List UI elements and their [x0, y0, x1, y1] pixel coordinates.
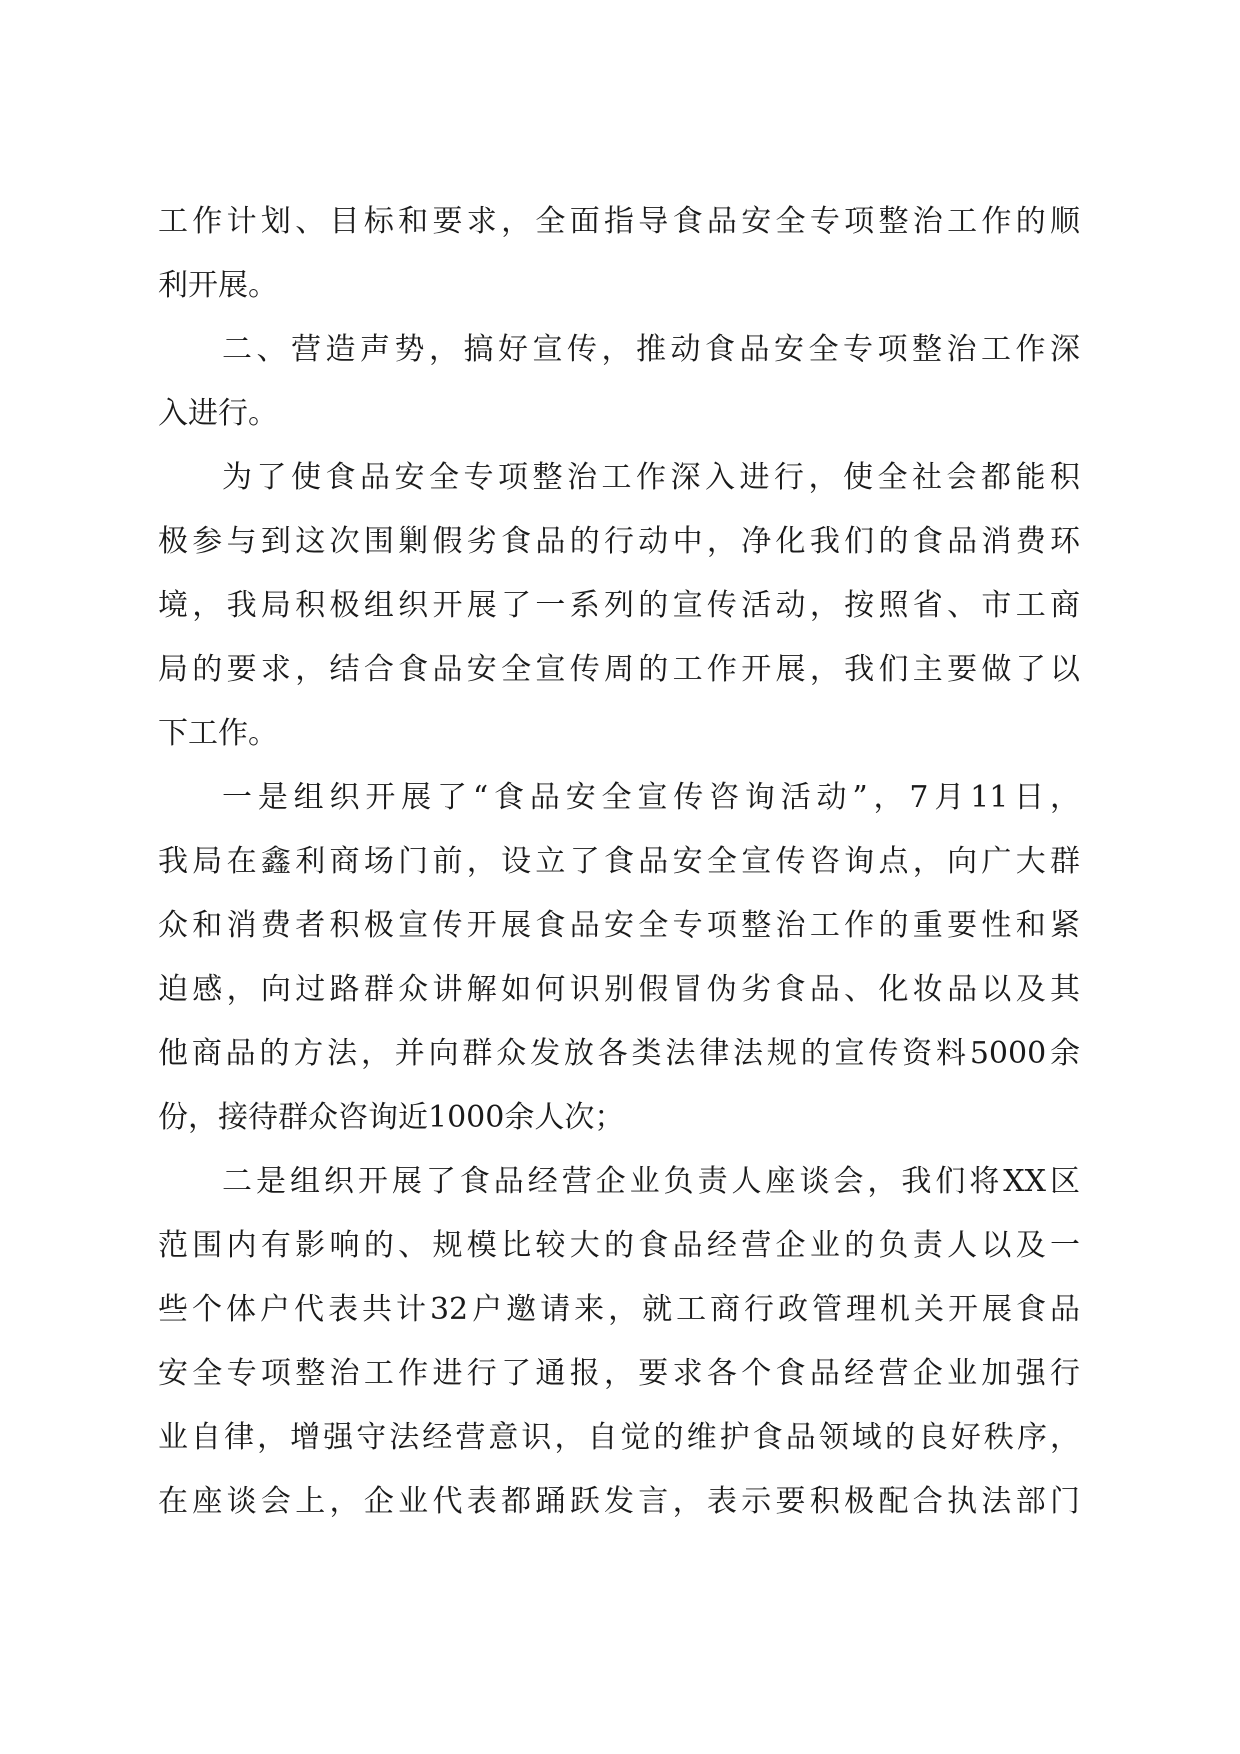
text-line: 我局在鑫利商场门前，设立了食品安全宣传咨询点，向广大群: [158, 844, 1080, 879]
text-line: 他商品的方法，并向群众发放各类法律法规的宣传资料5000余: [158, 1036, 1080, 1071]
text-line: 业自律，增强守法经营意识，自觉的维护食品领域的良好秩序，: [158, 1420, 1080, 1455]
text-line: 极参与到这次围剿假劣食品的行动中，净化我们的食品消费环: [158, 524, 1080, 559]
text-line: 安全专项整治工作进行了通报，要求各个食品经营企业加强行: [158, 1356, 1080, 1391]
text-line: 范围内有影响的、规模比较大的食品经营企业的负责人以及一: [158, 1228, 1080, 1263]
text-line: 工作计划、目标和要求，全面指导食品安全专项整治工作的顺: [158, 204, 1080, 239]
text-line: 在座谈会上，企业代表都踊跃发言，表示要积极配合执法部门: [158, 1484, 1080, 1519]
section-heading-line: 二、营造声势，搞好宣传，推动食品安全专项整治工作深: [222, 332, 1080, 367]
text-line: 一是组织开展了“食品安全宣传咨询活动”，7月11日，: [222, 780, 1080, 815]
text-line: 些个体户代表共计32户邀请来，就工商行政管理机关开展食品: [158, 1292, 1080, 1327]
text-line: 二是组织开展了食品经营企业负责人座谈会，我们将XX区: [222, 1164, 1080, 1199]
text-line: 境，我局积极组织开展了一系列的宣传活动，按照省、市工商: [158, 588, 1080, 623]
text-line: 局的要求，结合食品安全宣传周的工作开展，我们主要做了以: [158, 652, 1080, 687]
text-line: 份，接待群众咨询近1000余人次；: [158, 1100, 625, 1135]
text-line: 众和消费者积极宣传开展食品安全专项整治工作的重要性和紧: [158, 908, 1080, 943]
text-line: 为了使食品安全专项整治工作深入进行，使全社会都能积: [222, 460, 1080, 495]
document-body: [158, 190, 1080, 1534]
text-line: 下工作。: [158, 716, 278, 751]
text-line: 迫感，向过路群众讲解如何识别假冒伪劣食品、化妆品以及其: [158, 972, 1080, 1007]
section-heading-line: 入进行。: [158, 396, 278, 431]
text-line: 利开展。: [158, 268, 278, 303]
